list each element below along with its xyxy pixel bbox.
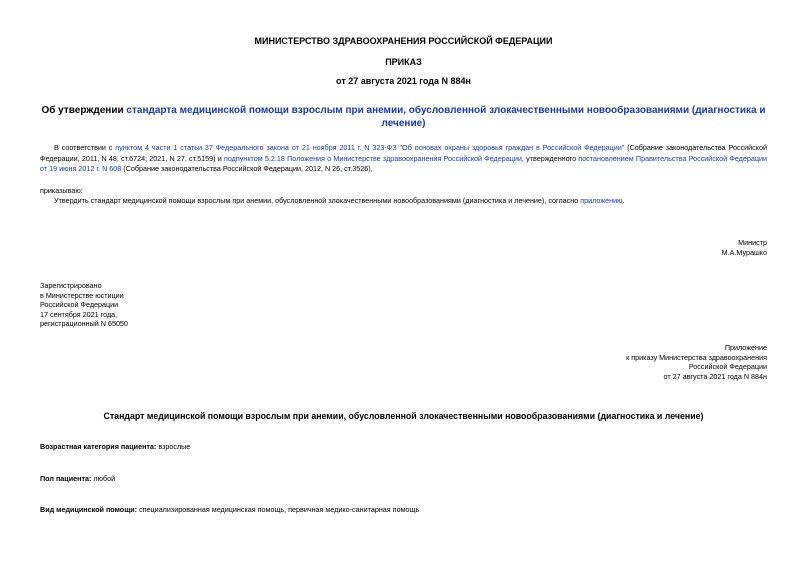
appendix-block	[517, 343, 767, 381]
field-label: Возрастная категория пациента:	[40, 442, 157, 451]
order-approve-paragraph	[54, 196, 767, 206]
preamble-text-4: (Собрание законодательства Российской Федерации, 2012, N 26, ст.3526),	[121, 164, 373, 173]
government-decree-link[interactable]: постановлением Правительства Российской Федерации от 19 июня 2012 г. N 608	[40, 153, 767, 173]
ministry-regulation-link[interactable]: подпунктом 5.2.18 Положения о Министерстве здравоохранения Российской Федерации	[223, 153, 522, 163]
registration-line: в Министерстве юстиции	[40, 290, 124, 300]
appendix-link[interactable]: приложению	[580, 196, 623, 205]
title-prefix: Об утверждении	[41, 105, 127, 116]
preamble-text-2: (Собрание законодательства Российской Федерации, 2011, N 48, ст.6724; 2021, N 27, ст.5159) и	[40, 143, 768, 163]
field-value: специализированная медицинская помощь, первичная медико-санитарная помощь	[137, 505, 420, 514]
signature-block	[560, 238, 767, 257]
order-title	[40, 104, 767, 130]
field-value: любой	[91, 474, 116, 483]
field-label: Пол пациента:	[40, 474, 92, 483]
standard-field-sex	[40, 474, 767, 484]
order-date-number: от 27 августа 2021 года N 884н	[336, 76, 471, 86]
order-approve-end: .	[622, 196, 625, 205]
registration-line: Российской Федерации	[40, 300, 119, 310]
preamble-paragraph	[40, 143, 767, 175]
ministry-heading: МИНИСТЕРСТВО ЗДРАВООХРАНЕНИЯ РОССИЙСКОЙ ФЕДЕРАЦИИ	[254, 36, 553, 46]
appendix-line: Приложение	[724, 343, 767, 352]
appendix-line: Российской Федерации	[688, 362, 767, 372]
order-approve-text: Утвердить стандарт медицинской помощи взрослым при анемии, обусловленной злокачественными новообразованиями (диагностика и лечение), согласно	[54, 196, 581, 205]
registration-line: регистрационный N 65050	[40, 319, 128, 329]
appendix-line: от 27 августа 2021 года N 884н	[663, 371, 767, 381]
field-label: Вид медицинской помощи:	[40, 505, 138, 514]
registration-line: Зарегистрировано	[40, 281, 102, 290]
registration-block	[40, 281, 290, 329]
preamble-text-3: , утвержденного	[521, 153, 579, 163]
doc-type-heading: ПРИКАЗ	[385, 57, 422, 67]
signature-position: Министр	[738, 238, 767, 247]
standard-title: Стандарт медицинской помощи взрослым при анемии, обусловленной злокачественными новообразованиями (диагностика и лечение)	[103, 411, 704, 421]
appendix-line: к приказу Министерства здравоохранения	[626, 352, 767, 362]
registration-line: 17 сентября 2021 года,	[40, 309, 118, 319]
standard-field-age	[40, 442, 767, 452]
signature-name: М.А.Мурашко	[721, 247, 767, 257]
prikazyvayu-text: приказываю:	[40, 186, 83, 195]
standard-field-care-type	[40, 505, 767, 515]
preamble-text-1: В соответствии с	[54, 143, 116, 152]
title-standard-link[interactable]: стандарта медицинской помощи взрослым при анемии, обусловленной злокачественными новообразованиями (диагностика и лечение)	[126, 105, 766, 129]
field-value: взрослые	[156, 442, 191, 451]
federal-law-link[interactable]: пунктом 4 части 1 статьи 37 Федерального закона от 21 ноября 2011 г. N 323-ФЗ "Об основах охраны здоровья граждан в Российской Федерации"	[115, 143, 625, 152]
